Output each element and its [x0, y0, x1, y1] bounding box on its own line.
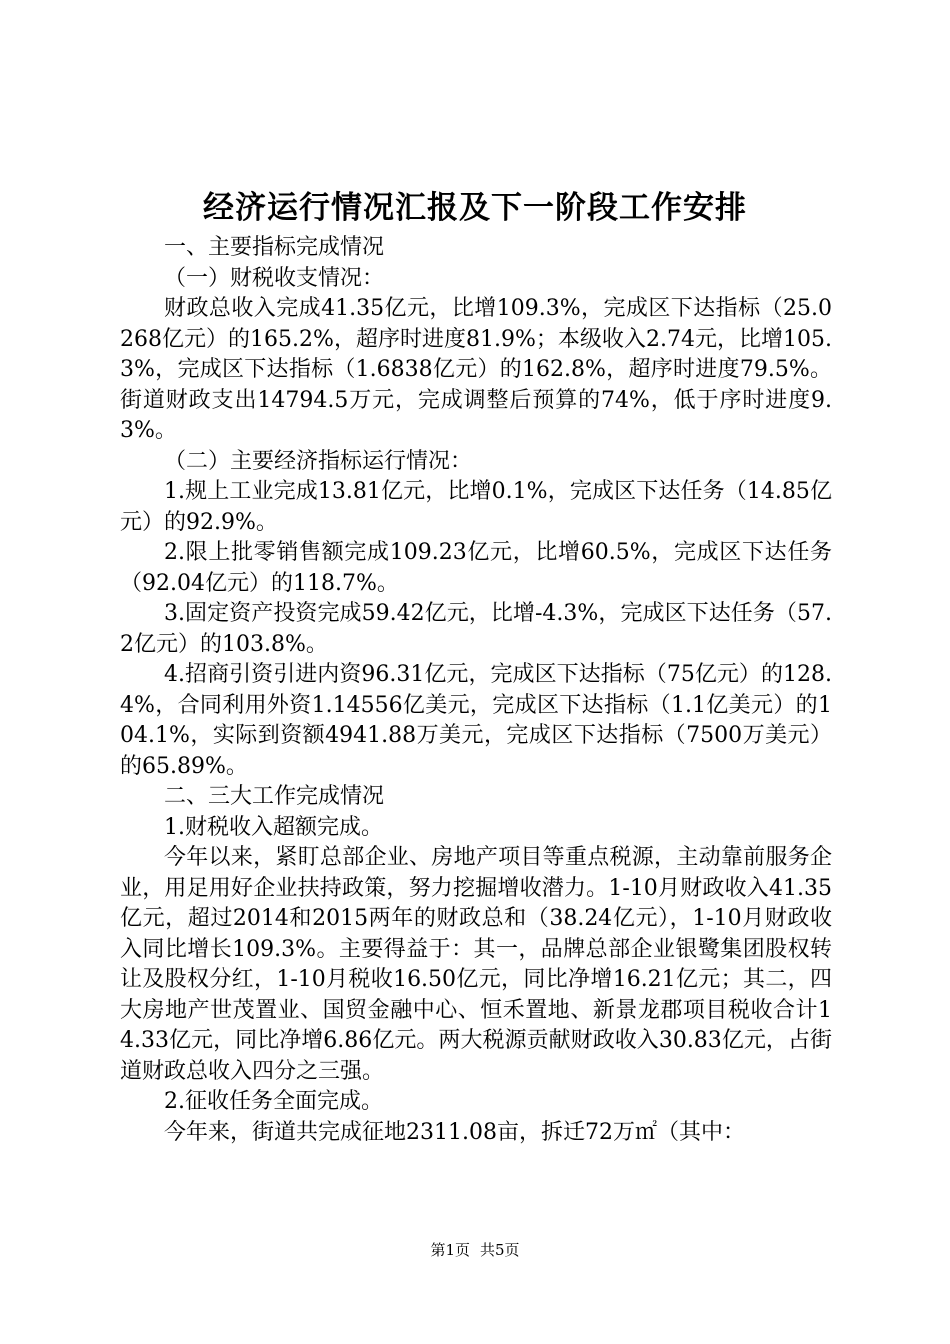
- body-paragraph: 今年来，街道共完成征地2311.08亩，拆迁72万㎡（其中：: [164, 1119, 745, 1145]
- subsection-heading: （二）主要经济指标运行情况：: [164, 448, 473, 474]
- page-footer: [0, 1240, 950, 1260]
- list-item: 4.招商引资引进内资96.31亿元，完成区下达指标（75亿元）的128.4%，合同利用外资1.14556亿美元，完成区下达指标（1.1亿美元）的104.1%，实际到资额4941.88万美元，完成区下达指标（7500万美元）的65.89%。: [120, 662, 832, 779]
- item-heading: 1.财税收入超额完成。: [164, 814, 383, 840]
- item-heading: 2.征收任务全面完成。: [164, 1089, 383, 1114]
- section-heading: 二、三大工作完成情况: [164, 784, 385, 809]
- document-title: 经济运行情况汇报及下一阶段工作安排: [203, 190, 747, 226]
- body-paragraph: 财政总收入完成41.35亿元，比增109.3%，完成区下达指标（25.0268亿元）的165.2%，超序时进度81.9%；本级收入2.74元，比增105.3%，完成区下达指标（1.6838亿元）的162.8%，超序时进度79.5%。街道财政支出14794.5万元，完成调整后预算的74%，低于序时进度9.3%。: [120, 296, 832, 443]
- page-number: 第1页: [430, 1241, 470, 1259]
- body-paragraph: 今年以来，紧盯总部企业、房地产项目等重点税源，主动靠前服务企业，用足用好企业扶持政策，努力挖掘增收潜力。1-10月财政收入41.35亿元，超过2014和2015两年的财政总和（38.24亿元），1-10月财政收入同比增长109.3%。主要得益于：其一，品牌总部企业银鹭集团股权转让及股权分红，1-10月税收16.50亿元，同比净增16.21亿元；其二，四大房地产世茂置业、国贸金融中心、恒禾置地、新景龙郡项目税收合计14.33亿元，同比净增6.86亿元。两大税源贡献财政收入30.83亿元，占街道财政总收入四分之三强。: [120, 845, 832, 1084]
- subsection-heading: （一）财税收支情况：: [164, 265, 385, 291]
- section-heading: 一、主要指标完成情况: [164, 235, 385, 260]
- list-item: 2.限上批零销售额完成109.23亿元，比增60.5%，完成区下达任务（92.04亿元）的118.7%。: [120, 540, 832, 596]
- document-body: [120, 233, 832, 1148]
- page-total: 共5页: [480, 1241, 520, 1259]
- list-item: 3.固定资产投资完成59.42亿元，比增-4.3%，完成区下达任务（57.2亿元）的103.8%。: [120, 601, 832, 657]
- list-item: 1.规上工业完成13.81亿元，比增0.1%，完成区下达任务（14.85亿元）的92.9%。: [120, 479, 832, 535]
